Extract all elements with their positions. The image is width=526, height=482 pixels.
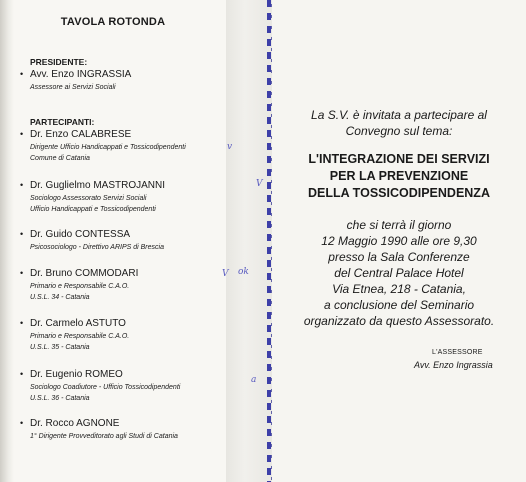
invitation-line: La S.V. è invitata a partecipare al <box>311 108 487 122</box>
event-date: 12 Maggio 1990 alle ore 9,30 <box>321 234 477 248</box>
participants-label: PARTECIPANTI: <box>30 117 95 127</box>
participant-role: Sociologo Assessorato Servizi Sociali <box>30 195 147 202</box>
handwritten-mark: a <box>251 375 257 385</box>
invitation-line: Convegno sul tema: <box>345 124 453 138</box>
handwritten-check-mark: V <box>222 269 229 279</box>
participant-name: Dr. Bruno COMMODARI <box>30 268 139 279</box>
bullet-icon: • <box>20 180 24 190</box>
participant-name: Dr. Rocco AGNONE <box>30 418 120 429</box>
bullet-icon: • <box>20 129 24 139</box>
conference-title <box>272 151 526 202</box>
event-address: Via Etnea, 218 - Catania, <box>332 282 466 296</box>
president-name: Avv. Enzo INGRASSIA <box>30 69 132 80</box>
participant-role: Sociologo Coadiutore - Ufficio Tossicodipendenti <box>30 384 181 391</box>
event-detail-line: che si terrà il giorno <box>346 218 452 232</box>
bullet-icon: • <box>20 418 24 428</box>
participant-name: Dr. Carmelo ASTUTO <box>30 318 126 329</box>
participant-role: Primario e Responsabile C.A.O. <box>30 333 130 340</box>
signature-name: Avv. Enzo Ingrassia <box>414 360 493 370</box>
bullet-icon: • <box>20 268 24 278</box>
president-role: Assessore ai Servizi Sociali <box>30 84 116 91</box>
conference-title-line: DELLA TOSSICODIPENDENZA <box>308 186 490 200</box>
participant-name: Dr. Enzo CALABRESE <box>30 129 132 140</box>
participant-role: Ufficio Handicappati e Tossicodipendenti <box>30 206 156 213</box>
participant-role: Psicosociologo - Direttivo ARIPS di Brescia <box>30 244 164 251</box>
participant-role: U.S.L. 36 - Catania <box>30 395 90 402</box>
participant-role: Comune di Catania <box>30 155 90 162</box>
conference-title-line: PER LA PREVENZIONE <box>329 169 469 183</box>
conference-title-line: L'INTEGRAZIONE DEI SERVIZI <box>308 152 490 166</box>
participant-role: U.S.L. 35 - Catania <box>30 344 90 351</box>
event-detail-line: presso la Sala Conferenze <box>328 250 470 264</box>
bullet-icon: • <box>20 369 24 379</box>
participant-role: Primario e Responsabile C.A.O. <box>30 283 130 290</box>
handwritten-check-mark: v <box>227 142 233 152</box>
participant-role: 1° Dirigente Provveditorato agli Studi di Catania <box>30 433 178 440</box>
handwritten-ok-mark: ok <box>238 267 249 277</box>
bullet-icon: • <box>20 229 24 239</box>
participant-role: Dirigente Ufficio Handicappati e Tossicodipendenti <box>30 144 186 151</box>
participant-name: Dr. Eugenio ROMEO <box>30 369 123 380</box>
event-detail-line: organizzato da questo Assessorato. <box>303 314 495 328</box>
bullet-icon: • <box>20 69 24 79</box>
event-venue: del Central Palace Hotel <box>334 266 464 280</box>
left-page-edge <box>0 0 14 482</box>
participant-name: Dr. Guglielmo MASTROJANNI <box>30 180 166 191</box>
bullet-icon: • <box>20 318 24 328</box>
signature-title: L'ASSESSORE <box>432 349 483 356</box>
panel-title: TAVOLA ROTONDA <box>60 16 166 28</box>
page-fold <box>226 0 272 482</box>
handwritten-check-mark: V <box>256 179 263 189</box>
event-detail-line: a conclusione del Seminario <box>323 298 475 312</box>
participant-role: U.S.L. 34 - Catania <box>30 294 90 301</box>
participant-name: Dr. Guido CONTESSA <box>30 229 131 240</box>
president-label: PRESIDENTE: <box>30 57 88 67</box>
